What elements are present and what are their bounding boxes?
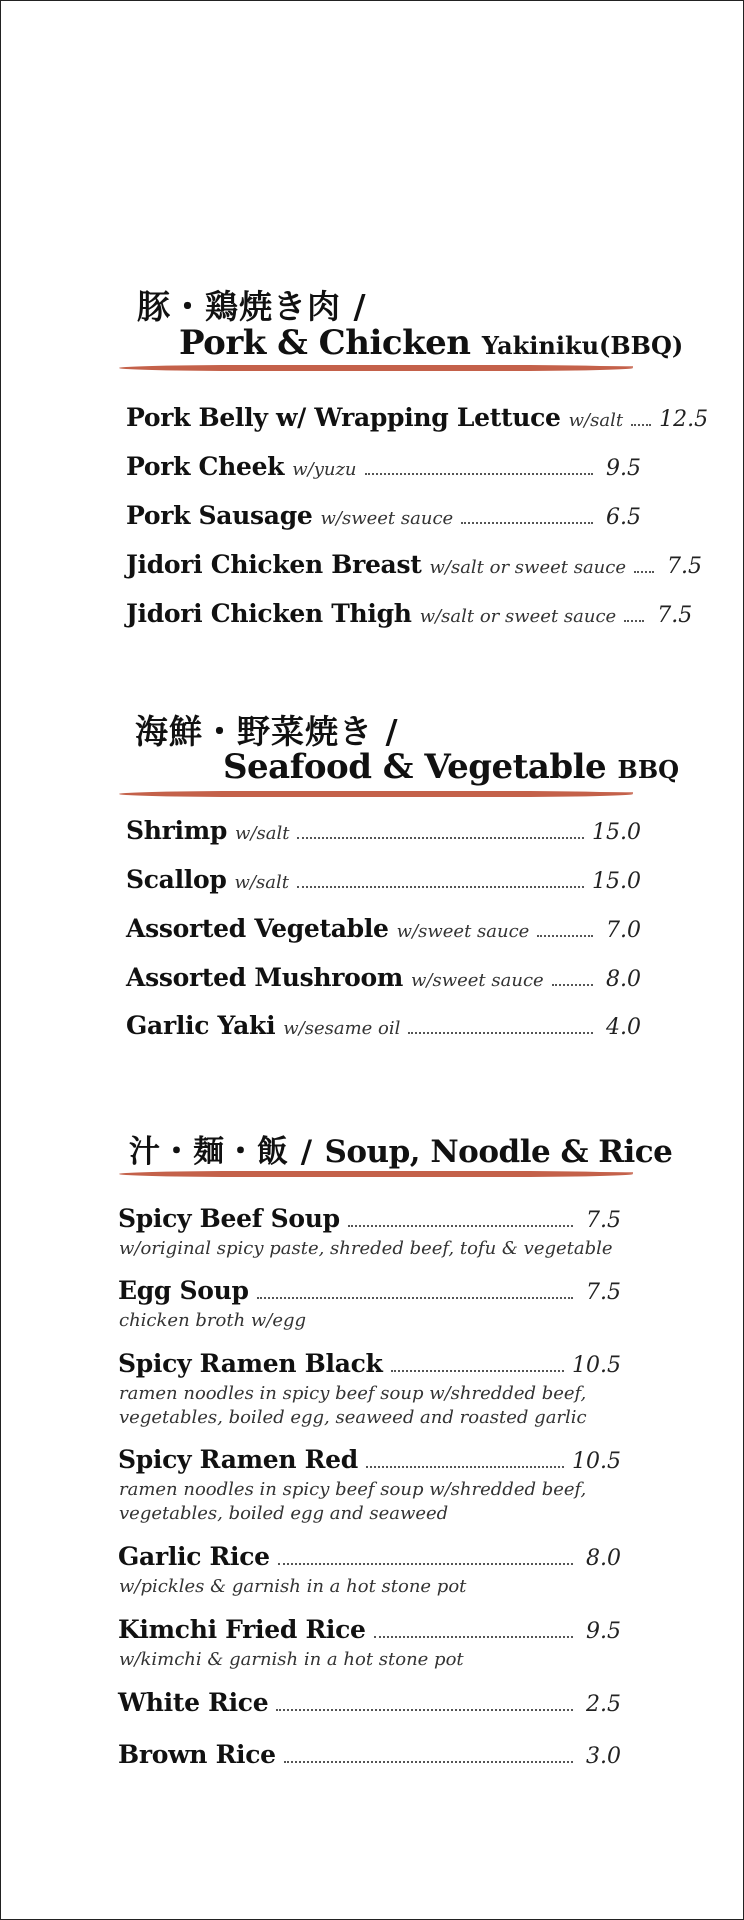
item-note: w/sesame oil	[283, 1018, 401, 1039]
section-divider	[119, 791, 633, 797]
item-description: chicken broth w/egg	[119, 1310, 307, 1331]
menu-item	[126, 452, 641, 481]
item-price: 9.5	[606, 456, 641, 481]
leader-dots	[461, 522, 593, 524]
item-name: Assorted Mushroom	[126, 963, 404, 992]
item-description: ramen noodles in spicy beef soup w/shredded beef,	[119, 1479, 587, 1500]
leader-dots	[365, 473, 593, 475]
item-description: w/kimchi & garnish in a hot stone pot	[119, 1649, 464, 1670]
item-description: vegetables, boiled egg and seaweed	[119, 1503, 449, 1524]
item-name: Garlic Yaki	[126, 1011, 276, 1040]
item-price: 4.0	[606, 1015, 641, 1040]
leader-dots	[348, 1225, 573, 1227]
item-name: Pork Sausage	[126, 501, 313, 530]
leader-dots	[276, 1709, 573, 1711]
item-note: w/sweet sauce	[396, 921, 530, 942]
item-description: w/pickles & garnish in a hot stone pot	[119, 1576, 467, 1597]
leader-dots	[297, 886, 584, 888]
leader-dots	[552, 984, 593, 986]
section-title-main: Soup, Noodle & Rice	[324, 1134, 673, 1170]
item-name: Jidori Chicken Breast	[126, 550, 422, 579]
item-note: w/salt or sweet sauce	[429, 557, 626, 578]
item-price: 9.5	[586, 1619, 621, 1644]
menu-item	[126, 914, 641, 943]
menu-item	[118, 1740, 621, 1769]
item-note: w/salt	[234, 872, 289, 893]
item-price: 7.5	[586, 1208, 621, 1233]
leader-dots	[624, 620, 644, 622]
section-title-suffix: BBQ	[617, 755, 680, 784]
menu-item	[126, 403, 709, 432]
item-name: Scallop	[126, 865, 227, 894]
menu-item	[118, 1204, 621, 1233]
leader-dots	[374, 1636, 573, 1638]
menu-item	[118, 1276, 621, 1305]
leader-dots	[284, 1761, 573, 1763]
menu-item	[118, 1349, 621, 1378]
section-jp-title: 海鮮・野菜焼き /	[135, 712, 399, 751]
menu-item	[118, 1615, 621, 1644]
item-price: 6.5	[606, 505, 641, 530]
item-name: Assorted Vegetable	[126, 914, 389, 943]
item-note: w/sweet sauce	[320, 508, 454, 529]
item-name: Garlic Rice	[118, 1542, 270, 1571]
leader-dots	[537, 935, 593, 937]
menu-item	[126, 816, 641, 845]
item-note: w/yuzu	[292, 459, 357, 480]
leader-dots	[366, 1466, 564, 1468]
item-price: 2.5	[586, 1692, 621, 1717]
item-name: White Rice	[118, 1688, 269, 1717]
leader-dots	[408, 1032, 593, 1034]
item-name: Spicy Beef Soup	[118, 1204, 340, 1233]
section-title-suffix: Yakiniku(BBQ)	[481, 331, 684, 360]
section-jp-title: 豚・鶏焼き肉 /	[137, 287, 367, 326]
section-title-main: Pork & Chicken	[179, 323, 471, 363]
section-title-main: Seafood & Vegetable	[223, 747, 607, 787]
item-note: w/salt	[568, 410, 624, 431]
item-price: 7.5	[657, 603, 693, 628]
item-price: 7.5	[667, 554, 702, 579]
item-price: 15.0	[592, 820, 641, 845]
menu-item	[126, 1011, 641, 1040]
leader-dots	[297, 837, 584, 839]
item-name: Pork Cheek	[126, 452, 285, 481]
menu-item	[126, 550, 702, 579]
leader-dots	[631, 424, 651, 426]
section-title	[223, 747, 679, 787]
item-price: 3.0	[586, 1744, 621, 1769]
item-name: Egg Soup	[118, 1276, 249, 1305]
menu-item	[126, 963, 641, 992]
item-name: Spicy Ramen Black	[118, 1349, 383, 1378]
menu-item	[126, 865, 641, 894]
menu-item	[126, 599, 693, 628]
item-price: 7.0	[606, 918, 641, 943]
item-price: 12.5	[659, 407, 709, 432]
item-price: 8.0	[606, 967, 641, 992]
menu-item	[118, 1688, 621, 1717]
item-price: 8.0	[586, 1546, 621, 1571]
menu-item	[126, 501, 641, 530]
section-divider	[119, 365, 633, 371]
item-name: Kimchi Fried Rice	[118, 1615, 366, 1644]
section-divider	[119, 1171, 633, 1177]
item-note: w/salt or sweet sauce	[419, 606, 617, 627]
item-description: w/original spicy paste, shreded beef, tofu & vegetable	[119, 1238, 613, 1259]
item-description: vegetables, boiled egg, seaweed and roasted garlic	[119, 1407, 587, 1428]
section-title	[129, 1126, 672, 1171]
section-jp-title: 汁・麺・飯 /	[129, 1134, 314, 1170]
leader-dots	[257, 1297, 573, 1299]
item-name: Brown Rice	[118, 1740, 276, 1769]
leader-dots	[391, 1370, 564, 1372]
item-note: w/sweet sauce	[411, 970, 544, 991]
item-note: w/salt	[235, 823, 290, 844]
menu-item	[118, 1445, 621, 1474]
section-title	[179, 323, 683, 363]
item-name: Spicy Ramen Red	[118, 1445, 358, 1474]
item-description: ramen noodles in spicy beef soup w/shredded beef,	[119, 1383, 587, 1404]
item-price: 15.0	[592, 869, 641, 894]
menu-item	[118, 1542, 621, 1571]
item-price: 10.5	[572, 1353, 621, 1378]
leader-dots	[278, 1563, 573, 1565]
item-price: 10.5	[572, 1449, 621, 1474]
item-price: 7.5	[586, 1280, 621, 1305]
leader-dots	[634, 571, 654, 573]
item-name: Pork Belly w/ Wrapping Lettuce	[126, 403, 561, 432]
item-name: Shrimp	[126, 816, 228, 845]
item-name: Jidori Chicken Thigh	[126, 599, 412, 628]
